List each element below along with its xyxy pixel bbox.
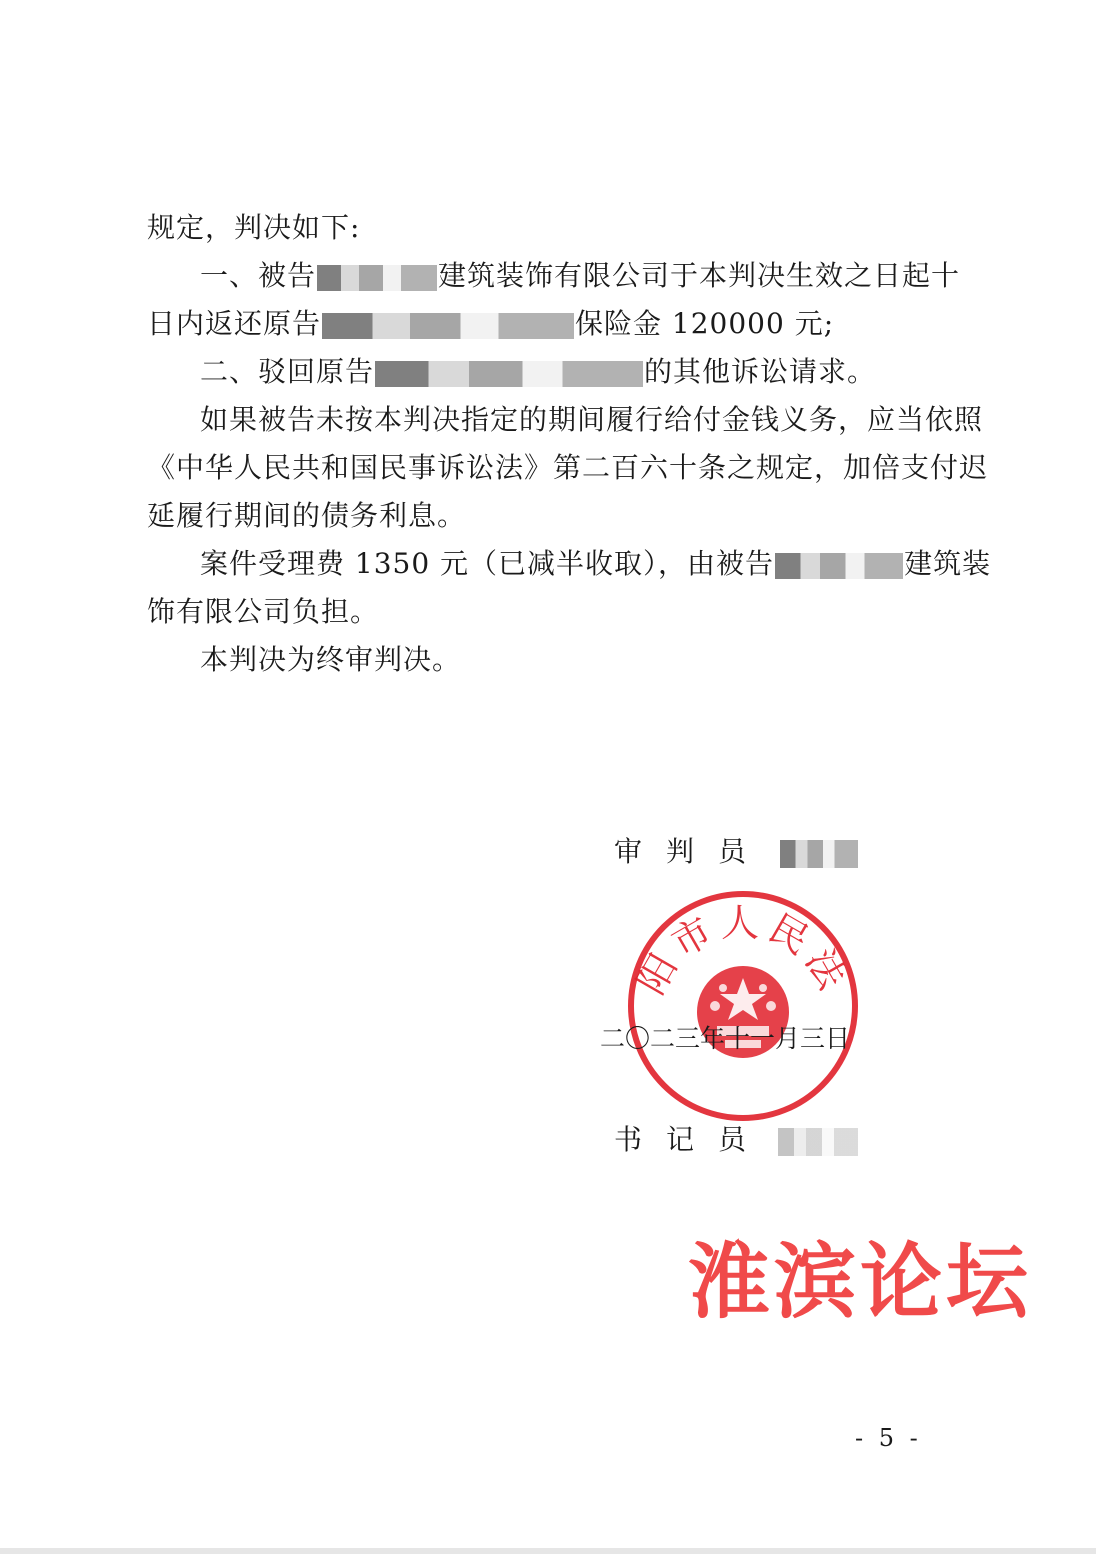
- judgment-date: 二〇二三年十一月三日: [600, 1024, 851, 1053]
- redacted-plaintiff: [375, 361, 643, 387]
- judgment-item-1: 一、被告 建筑装饰有限公司于本判决生效之日起十: [200, 259, 961, 292]
- court-seal: [625, 888, 861, 1124]
- seal-text: 阳市人民法: [628, 900, 858, 1002]
- paragraph-final: 本判决为终审判决。: [200, 643, 462, 676]
- judgment-item-2: 二、驳回原告 的其他诉讼请求。: [200, 355, 877, 388]
- paragraph-intro: 规定，判决如下:: [147, 211, 361, 244]
- judgment-item-1-cont: 日内返还原告 保险金 120000 元;: [147, 307, 835, 340]
- redacted-judge-name: [780, 840, 858, 868]
- judge-signature: 审判员: [614, 830, 859, 870]
- clerk-signature: 书记员: [614, 1118, 859, 1158]
- redacted-defendant: [775, 553, 903, 579]
- page-number: - 5 -: [855, 1424, 922, 1452]
- paragraph-delay-interest: 如果被告未按本判决指定的期间履行给付金钱义务，应当依照: [200, 403, 984, 436]
- paragraph-delay-interest-end: 延履行期间的债务利息。: [147, 499, 467, 532]
- forum-watermark: [680, 1232, 1040, 1332]
- paragraph-fees-cont: 饰有限公司负担。: [147, 595, 380, 628]
- paragraph-fees: 案件受理费 1350 元（已减半收取），由被告 建筑装: [200, 547, 992, 580]
- redacted-clerk-name: [778, 1128, 858, 1156]
- redacted-plaintiff: [322, 313, 574, 339]
- paragraph-delay-interest-cont: 《中华人民共和国民事诉讼法》第二百六十条之规定，加倍支付迟: [147, 451, 989, 484]
- watermark-text: 淮滨论坛: [687, 1234, 1033, 1330]
- page-bottom-edge: [0, 1548, 1096, 1554]
- redacted-defendant: [317, 265, 437, 291]
